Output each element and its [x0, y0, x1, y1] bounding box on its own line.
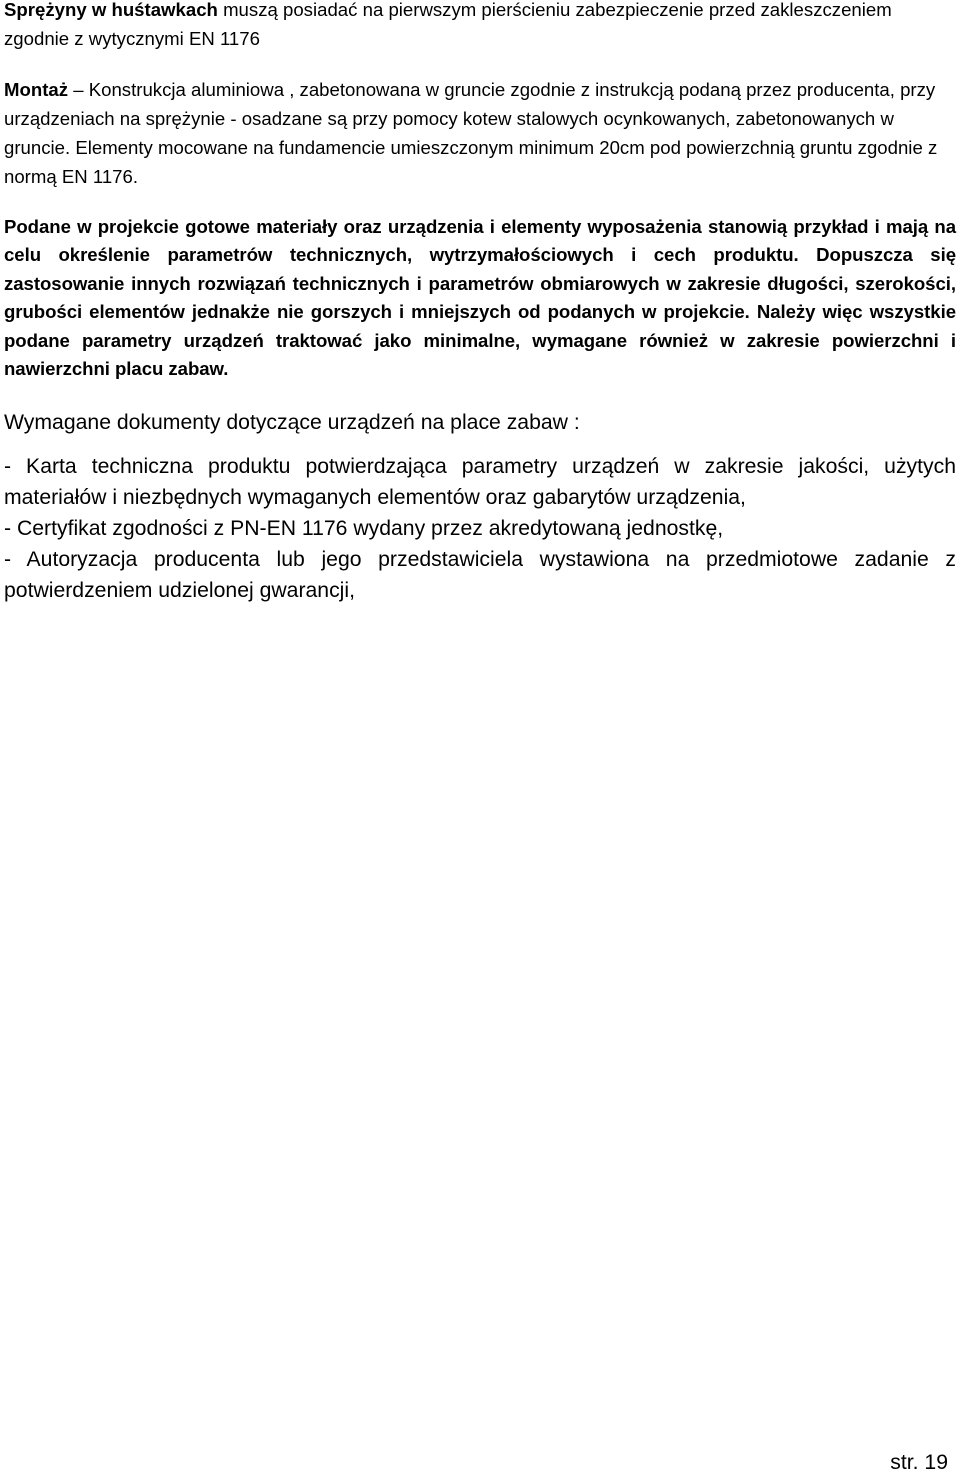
- assembly-text: – Konstrukcja aluminiowa , zabetonowana w gruncie zgodnie z instrukcją podaną przez producenta, przy urządzeniach na sprężynie - osadzane są przy pomocy kotew stalowych ocynkowanych, zabetonowanych w gruncie. Elementy mocowane na fundamencie umieszczonym minimum 20cm pod powierzchnią gruntu zgodnie z normą EN 1176.: [4, 79, 938, 187]
- assembly-paragraph: [4, 75, 956, 191]
- assembly-term: Montaż: [4, 79, 69, 100]
- page-number: str. 19: [890, 1451, 948, 1474]
- list-item: - Autoryzacja producenta lub jego przedstawiciela wystawiona na przedmiotowe zadanie z potwierdzeniem udzielonej gwarancji,: [4, 548, 956, 603]
- materials-paragraph: Podane w projekcie gotowe materiały oraz urządzenia i elementy wyposażenia stanowią przykład i mają na celu określenie parametrów technicznych, wytrzymałościowych i cech produktu. Dopuszcza się zastosowanie innych rozwiązań technicznych i parametrów obmiarowych w zakresie długości, szerokości, grubości elementów jednakże nie gorszych i mniejszych od podanych w projekcie. Należy więc wszystkie podane parametry urządzeń traktować jako minimalne, wymagane również w zakresie powierzchni i nawierzchni placu zabaw.: [4, 216, 956, 380]
- list-item: - Certyfikat zgodności z PN-EN 1176 wydany przez akredytowaną jednostkę,: [4, 517, 724, 541]
- requirements-list: [4, 451, 956, 606]
- document-page: [4, 0, 956, 606]
- springs-paragraph: [4, 0, 956, 53]
- documents-heading: Wymagane dokumenty dotyczące urządzeń na place zabaw :: [4, 411, 580, 435]
- list-item: - Karta techniczna produktu potwierdzająca parametry urządzeń w zakresie jakości, użytych materiałów i niezbędnych wymaganych elementów oraz gabarytów urządzenia,: [4, 455, 956, 510]
- springs-term: Sprężyny w huśtawkach: [4, 0, 218, 20]
- springs-text: muszą posiadać na pierwszym pierścieniu zabezpieczenie przed zakleszczeniem zgodnie z wytycznymi EN 1176: [4, 0, 892, 49]
